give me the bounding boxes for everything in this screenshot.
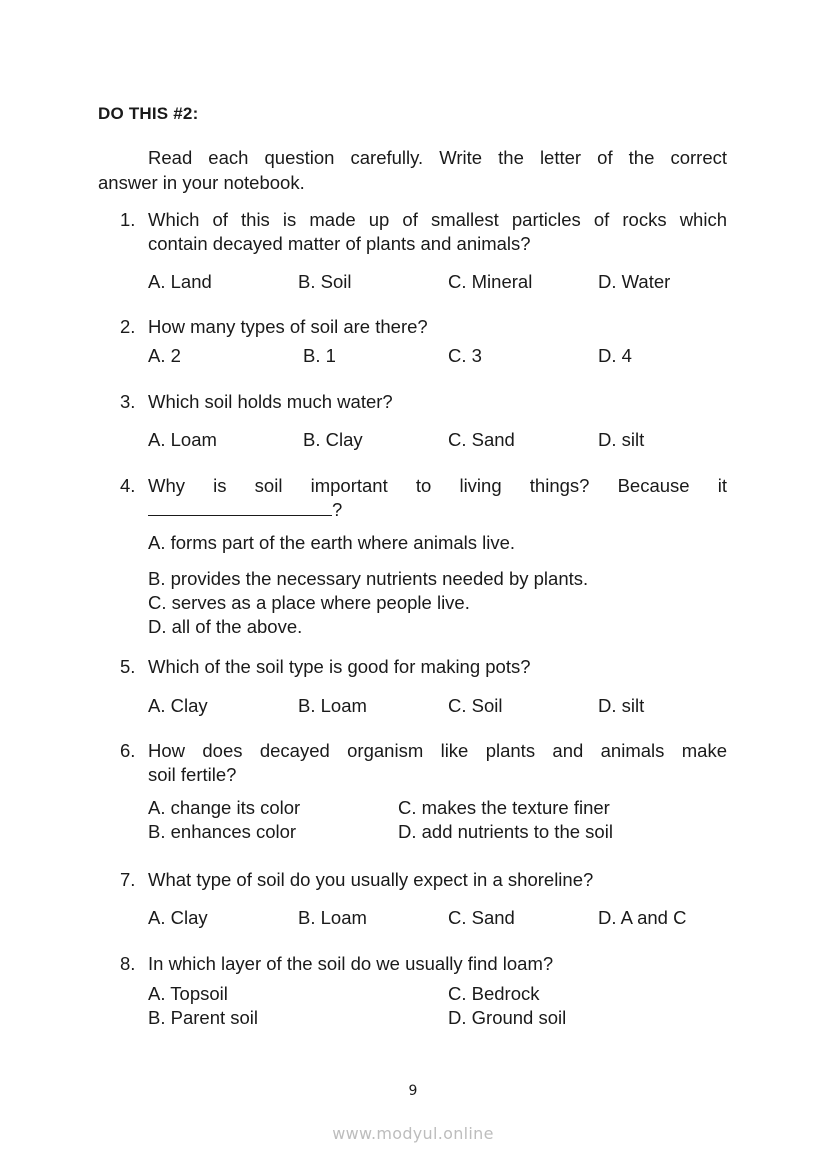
question-mark: ?: [332, 499, 343, 520]
question-number: 4.: [120, 475, 136, 496]
choice-b: B. Loam: [298, 907, 367, 928]
choice-b: B. Soil: [298, 271, 352, 292]
choice-d: D. add nutrients to the soil: [398, 821, 613, 842]
choice-b: B. 1: [303, 345, 336, 366]
question-text-line-1: How does decayed organism like plants and animals make: [148, 740, 727, 761]
choice-a: A. Clay: [148, 907, 208, 928]
question-text-line-2: [148, 498, 342, 522]
choice-c: C. Sand: [448, 429, 515, 450]
choice-a: A. forms part of the earth where animals live.: [148, 532, 516, 553]
question-text-line-2: contain decayed matter of plants and animals?: [148, 233, 531, 254]
question-text: What type of soil do you usually expect in a shoreline?: [148, 869, 594, 890]
question-number: 1.: [120, 209, 136, 230]
question-number: 3.: [120, 391, 136, 412]
question-number: 5.: [120, 656, 136, 677]
instructions-line-1: Read each question carefully. Write the letter of the correct: [148, 147, 727, 168]
choice-d: D. 4: [598, 345, 632, 366]
choice-c: C. Bedrock: [448, 983, 540, 1004]
choice-b: B. Clay: [303, 429, 363, 450]
question-text: How many types of soil are there?: [148, 316, 428, 337]
choice-a: A. Loam: [148, 429, 217, 450]
choice-a: A. 2: [148, 345, 181, 366]
question-number: 2.: [120, 316, 136, 337]
instructions-line-2: answer in your notebook.: [98, 172, 305, 193]
choice-c: C. Sand: [448, 907, 515, 928]
section-heading: DO THIS #2:: [98, 104, 199, 123]
choice-d: D. silt: [598, 695, 645, 716]
choice-d: D. Ground soil: [448, 1007, 567, 1028]
choice-c: C. Soil: [448, 695, 503, 716]
choice-b: B. enhances color: [148, 821, 297, 842]
page-number: 9: [408, 1083, 418, 1099]
question-text-line-1: Which of this is made up of smallest particles of rocks which: [148, 209, 727, 230]
choice-a: A. Land: [148, 271, 212, 292]
choice-c: C. makes the texture finer: [398, 797, 610, 818]
instructions: [98, 146, 727, 170]
choice-d: D. silt: [598, 429, 645, 450]
choice-b: B. Loam: [298, 695, 367, 716]
question-text: In which layer of the soil do we usually find loam?: [148, 953, 554, 974]
watermark: www.modyul.online: [332, 1124, 494, 1143]
choice-b: B. Parent soil: [148, 1007, 259, 1028]
question-number: 7.: [120, 869, 136, 890]
choice-a: A. Topsoil: [148, 983, 228, 1004]
choice-c: C. 3: [448, 345, 482, 366]
question-text: Which of the soil type is good for making pots?: [148, 656, 531, 677]
question-number: 8.: [120, 953, 136, 974]
choice-d: D. A and C: [598, 907, 687, 928]
answer-blank: [148, 498, 332, 516]
question-text: Which soil holds much water?: [148, 391, 393, 412]
question-number: 6.: [120, 740, 136, 761]
choice-a: A. change its color: [148, 797, 301, 818]
question-text-line-2: soil fertile?: [148, 764, 237, 785]
choice-b: B. provides the necessary nutrients needed by plants.: [148, 568, 589, 589]
choice-c: C. Mineral: [448, 271, 533, 292]
choice-a: A. Clay: [148, 695, 208, 716]
question-text-line-1: Why is soil important to living things? Because it: [148, 475, 727, 496]
choice-d: D. Water: [598, 271, 671, 292]
choice-c: C. serves as a place where people live.: [148, 592, 470, 613]
choice-d: D. all of the above.: [148, 616, 303, 637]
